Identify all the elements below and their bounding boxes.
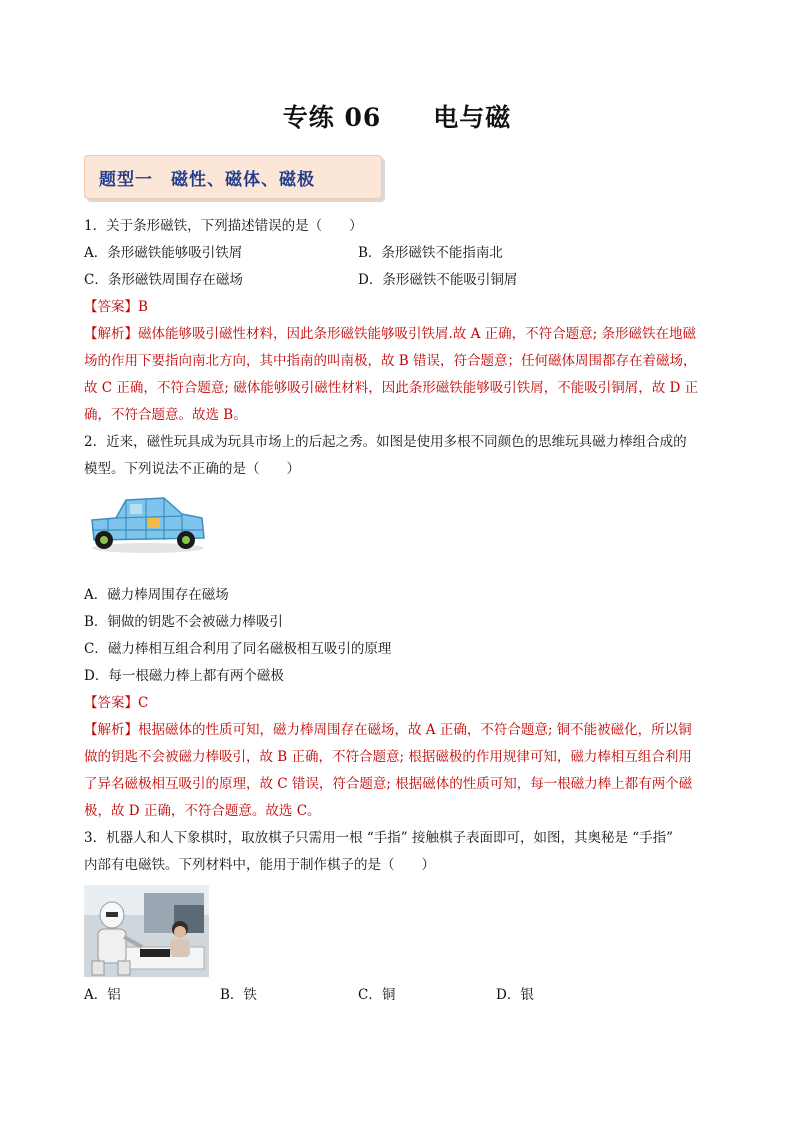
robot-chess-photo <box>84 885 209 977</box>
q2-analysis-line: 【解析】根据磁体的性质可知，磁力棒周围存在磁场，故 A 正确，不符合题意; 铜不能被磁化，所以铜 <box>84 722 692 738</box>
q1-option-d: D．条形磁铁不能吸引铜屑 <box>358 272 518 288</box>
q2-stem-line: 2．近来，磁性玩具成为玩具市场上的后起之秀。如图是使用多根不同颜色的思维玩具磁力棒组合成的 <box>84 434 687 450</box>
q3-option-a: A．铝 <box>84 987 121 1003</box>
q2-analysis-line: 了异名磁极相互吸引的原理，故 C 错误，符合题意; 根据磁体的性质可知，每一根磁力棒上都有两个磁 <box>84 776 693 792</box>
q1-analysis-line: 故 C 正确，不符合题意; 磁体能够吸引磁性材料，因此条形磁铁能够吸引铁屑，不能吸引铜屑，故 D 正 <box>84 380 699 396</box>
q2-analysis-line: 做的钥匙不会被磁力棒吸引，故 B 正确，不符合题意; 根据磁极的作用规律可知，磁力棒相互组合利用 <box>84 749 692 765</box>
q1-analysis-line: 【解析】磁体能够吸引磁性材料，因此条形磁铁能够吸引铁屑.故 A 正确，不符合题意; 条形磁铁在地磁 <box>84 326 696 342</box>
q1-stem: 1．关于条形磁铁，下列描述错误的是（ ） <box>84 218 363 234</box>
q1-analysis-line: 场的作用下要指向南北方向，其中指南的叫南极，故 B 错误，符合题意；任何磁体周围都存在着磁场， <box>84 353 697 369</box>
q1-option-c: C．条形磁铁周围存在磁场 <box>84 272 243 288</box>
section-header-label: 题型一 磁性、磁体、磁极 <box>99 169 315 190</box>
q2-option-c: C．磁力棒相互组合利用了同名磁极相互吸引的原理 <box>84 641 392 657</box>
q2-answer: 【答案】C <box>84 695 149 711</box>
q1-answer: 【答案】B <box>84 299 148 315</box>
q1-option-b: B．条形磁铁不能指南北 <box>358 245 503 261</box>
q3-stem-line: 3．机器人和人下象棋时，取放棋子只需用一根 “手指” 接触棋子表面即可，如图，其奥秘是 “手指” <box>84 830 674 846</box>
q2-option-b: B．铜做的钥匙不会被磁力棒吸引 <box>84 614 283 630</box>
section-header <box>84 155 382 199</box>
q2-stem-line: 模型。下列说法不正确的是（ ） <box>84 461 300 477</box>
q2-option-d: D．每一根磁力棒上都有两个磁极 <box>84 668 284 684</box>
page-title: 专练 06 电与磁 <box>282 103 512 132</box>
q3-option-b: B．铁 <box>220 987 257 1003</box>
q3-option-c: C．铜 <box>358 987 396 1003</box>
q2-analysis-line: 极，故 D 正确，不符合题意。故选 C。 <box>84 803 321 819</box>
q1-option-a: A．条形磁铁能够吸引铁屑 <box>84 245 243 261</box>
q3-option-d: D．银 <box>496 987 534 1003</box>
q1-analysis-line: 确，不符合题意。故选 B。 <box>84 407 247 423</box>
q2-option-a: A．磁力棒周围存在磁场 <box>84 587 229 603</box>
q3-stem-line: 内部有电磁铁。下列材料中，能用于制作棋子的是（ ） <box>84 857 435 873</box>
magnetic-toy-car-image <box>86 488 210 556</box>
